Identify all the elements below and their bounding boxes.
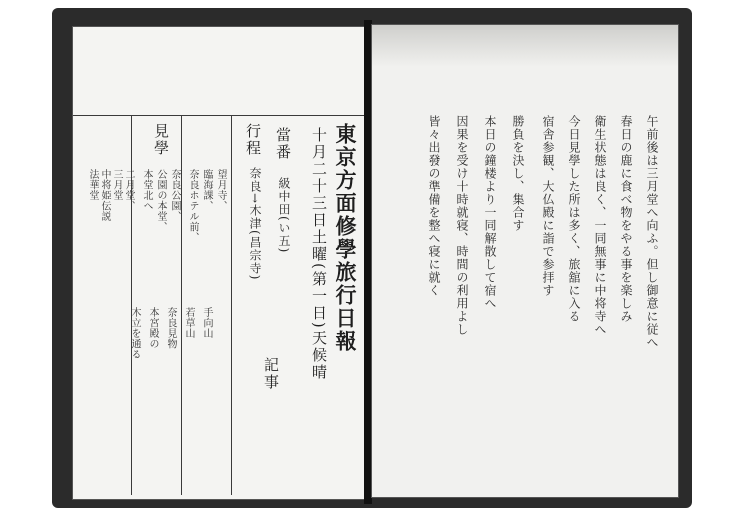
note-column: 望月寺、 <box>215 169 226 211</box>
note-column: 若草山 <box>183 307 194 339</box>
duty-value: 級中田(い五) <box>277 177 291 254</box>
diary-line: 宿舎参観、大仏殿に詣で参拝す <box>541 115 555 297</box>
header-rule <box>73 115 365 116</box>
diary-line: 午前後は三月堂へ向ふ。但し御意に従へ <box>645 115 659 349</box>
note-column: 二月堂、 <box>123 169 134 211</box>
itinerary-value: 奈良→木津(昌宗寺) <box>248 167 262 281</box>
diary-line: 春日の鹿に食べ物をやる事を楽しみ <box>619 115 633 323</box>
page-shading <box>372 25 678 67</box>
note-column: 臨海課、 <box>201 169 212 211</box>
note-column: 奈良ホテル前、 <box>187 169 198 243</box>
duty-label: 當番 <box>274 127 292 161</box>
note-column: 奈良公園、 <box>169 169 180 222</box>
note-column: 三月堂 <box>111 169 122 201</box>
note-column: 手向山 <box>201 307 212 339</box>
section-divider-3 <box>231 115 232 495</box>
note-column: 本堂北へ <box>141 169 152 211</box>
diary-date: 十月二十三日土曜(第一日)天候晴 <box>310 127 328 381</box>
diary-title: 東京方面修學旅行日報 <box>333 123 358 353</box>
diary-line: 皆々出發の準備を整へ寝に就く <box>427 115 441 297</box>
observation-label: 見學 <box>152 123 170 157</box>
diary-line: 今日見學した所は多く、旅舘に入る <box>567 115 581 323</box>
diary-line: 本日の鐘楼より一同解散して宿へ <box>483 115 497 310</box>
note-column: 木立を通る <box>129 307 140 360</box>
diary-line: 勝負を決し、集合す <box>511 115 525 232</box>
note-column: 中将姫伝説 <box>99 169 110 222</box>
itinerary-label: 行程 <box>244 123 262 157</box>
left-page <box>72 26 366 500</box>
note-column: 公園の本堂、 <box>155 169 166 232</box>
note-column: 奈良見物 <box>165 307 176 349</box>
diary-line: 衛生状態は良く、一同無事に中将寺へ <box>593 115 607 336</box>
section-divider-2 <box>181 115 182 495</box>
right-page <box>371 24 679 498</box>
diary-line: 因果を受け十時就寝、時間の利用よし <box>455 115 469 336</box>
record-label: 記事 <box>262 357 280 391</box>
note-column: 法華堂 <box>87 169 98 201</box>
note-column: 本宮殿の <box>147 307 158 349</box>
